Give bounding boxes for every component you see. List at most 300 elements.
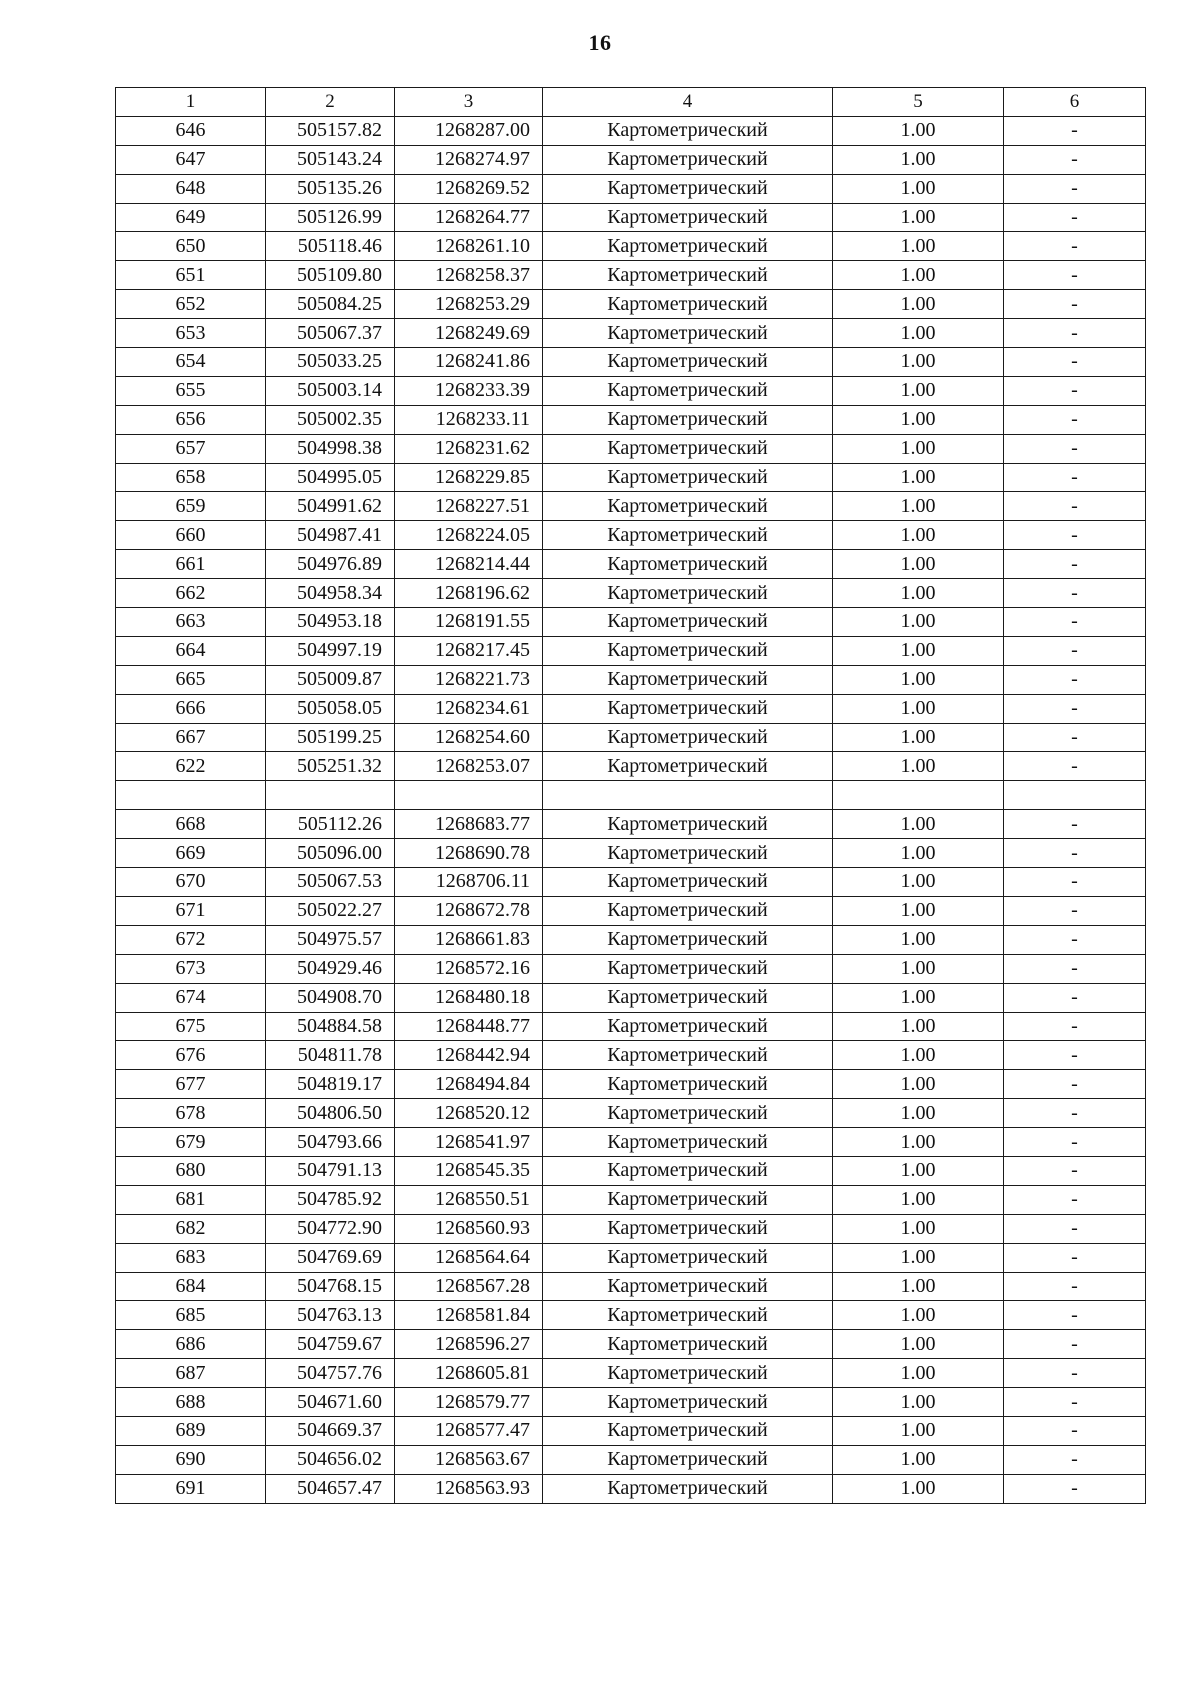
x-coordinate-cell: 505109.80 [266, 261, 395, 290]
description-cell: - [1004, 579, 1146, 608]
y-coordinate-cell: 1268579.77 [395, 1388, 543, 1417]
description-cell: - [1004, 694, 1146, 723]
method-cell: Картометрический [543, 839, 833, 868]
y-coordinate-cell: 1268581.84 [395, 1301, 543, 1330]
point-number-cell: 660 [116, 521, 266, 550]
coordinates-table [115, 87, 1146, 1504]
y-coordinate-cell: 1268274.97 [395, 145, 543, 174]
x-coordinate-cell: 505033.25 [266, 348, 395, 377]
point-number-cell: 652 [116, 290, 266, 319]
description-cell: - [1004, 1099, 1146, 1128]
accuracy-cell: 1.00 [833, 1185, 1004, 1214]
y-coordinate-cell: 1268545.35 [395, 1156, 543, 1185]
description-cell: - [1004, 261, 1146, 290]
y-coordinate-cell: 1268572.16 [395, 954, 543, 983]
table-row [116, 1416, 1146, 1445]
point-number-cell: 675 [116, 1012, 266, 1041]
point-number-cell: 666 [116, 694, 266, 723]
y-coordinate-cell: 1268672.78 [395, 896, 543, 925]
y-coordinate-cell: 1268560.93 [395, 1214, 543, 1243]
description-cell: - [1004, 1445, 1146, 1474]
method-cell: Картометрический [543, 1272, 833, 1301]
accuracy-cell: 1.00 [833, 839, 1004, 868]
y-coordinate-cell: 1268494.84 [395, 1070, 543, 1099]
method-cell: Картометрический [543, 376, 833, 405]
point-number-cell: 655 [116, 376, 266, 405]
accuracy-cell: 1.00 [833, 232, 1004, 261]
method-cell: Картометрический [543, 116, 833, 145]
x-coordinate-cell: 505118.46 [266, 232, 395, 261]
x-coordinate-cell: 505003.14 [266, 376, 395, 405]
method-cell: Картометрический [543, 896, 833, 925]
y-coordinate-cell: 1268448.77 [395, 1012, 543, 1041]
table-row [116, 954, 1146, 983]
table-row [116, 983, 1146, 1012]
description-cell: - [1004, 839, 1146, 868]
table-row [116, 290, 1146, 319]
accuracy-cell: 1.00 [833, 1243, 1004, 1272]
x-coordinate-cell: 504791.13 [266, 1156, 395, 1185]
x-coordinate-cell: 504884.58 [266, 1012, 395, 1041]
x-coordinate-cell: 504976.89 [266, 550, 395, 579]
x-coordinate-cell: 504793.66 [266, 1128, 395, 1157]
description-cell: - [1004, 1301, 1146, 1330]
column-header-4: 4 [543, 88, 833, 117]
y-coordinate-cell: 1268563.67 [395, 1445, 543, 1474]
y-coordinate-cell: 1268661.83 [395, 925, 543, 954]
description-cell: - [1004, 174, 1146, 203]
method-cell: Картометрический [543, 1330, 833, 1359]
accuracy-cell: 1.00 [833, 1388, 1004, 1417]
y-coordinate-cell: 1268249.69 [395, 319, 543, 348]
x-coordinate-cell: 504953.18 [266, 608, 395, 637]
description-cell: - [1004, 1416, 1146, 1445]
description-cell: - [1004, 1359, 1146, 1388]
description-cell: - [1004, 752, 1146, 781]
column-header-3: 3 [395, 88, 543, 117]
page-number: 16 [588, 30, 612, 55]
table-row [116, 1330, 1146, 1359]
description-cell: - [1004, 145, 1146, 174]
y-coordinate-cell: 1268253.29 [395, 290, 543, 319]
table-row [116, 1359, 1146, 1388]
method-cell: Картометрический [543, 261, 833, 290]
method-cell: Картометрический [543, 1214, 833, 1243]
point-number-cell: 665 [116, 665, 266, 694]
method-cell: Картометрический [543, 1128, 833, 1157]
description-cell: - [1004, 376, 1146, 405]
x-coordinate-cell: 505096.00 [266, 839, 395, 868]
table-row [116, 1214, 1146, 1243]
method-cell: Картометрический [543, 925, 833, 954]
accuracy-cell: 1.00 [833, 1272, 1004, 1301]
x-coordinate-cell: 505009.87 [266, 665, 395, 694]
method-cell: Картометрический [543, 579, 833, 608]
description-cell: - [1004, 954, 1146, 983]
x-coordinate-cell: 504671.60 [266, 1388, 395, 1417]
table-row [116, 1041, 1146, 1070]
point-number-cell: 688 [116, 1388, 266, 1417]
method-cell: Картометрический [543, 1041, 833, 1070]
x-coordinate-cell: 504769.69 [266, 1243, 395, 1272]
method-cell: Картометрический [543, 665, 833, 694]
accuracy-cell: 1.00 [833, 983, 1004, 1012]
y-coordinate-cell: 1268233.39 [395, 376, 543, 405]
point-number-cell: 672 [116, 925, 266, 954]
y-coordinate-cell: 1268224.05 [395, 521, 543, 550]
column-header-2: 2 [266, 88, 395, 117]
method-cell: Картометрический [543, 1099, 833, 1128]
accuracy-cell: 1.00 [833, 752, 1004, 781]
method-cell: Картометрический [543, 1474, 833, 1503]
table-row [116, 1012, 1146, 1041]
method-cell: Картометрический [543, 1070, 833, 1099]
y-coordinate-cell: 1268254.60 [395, 723, 543, 752]
method-cell: Картометрический [543, 723, 833, 752]
accuracy-cell: 1.00 [833, 723, 1004, 752]
description-cell: - [1004, 868, 1146, 897]
accuracy-cell: 1.00 [833, 868, 1004, 897]
accuracy-cell: 1.00 [833, 1330, 1004, 1359]
method-cell: Картометрический [543, 1185, 833, 1214]
x-coordinate-cell: 504991.62 [266, 492, 395, 521]
x-coordinate-cell: 505199.25 [266, 723, 395, 752]
point-number-cell: 685 [116, 1301, 266, 1330]
description-cell: - [1004, 1243, 1146, 1272]
table-row [116, 492, 1146, 521]
accuracy-cell: 1.00 [833, 290, 1004, 319]
table-row [116, 752, 1146, 781]
description-cell: - [1004, 896, 1146, 925]
method-cell: Картометрический [543, 434, 833, 463]
y-coordinate-cell: 1268563.93 [395, 1474, 543, 1503]
table-row [116, 174, 1146, 203]
accuracy-cell: 1.00 [833, 1474, 1004, 1503]
method-cell: Картометрический [543, 1012, 833, 1041]
point-number-cell: 663 [116, 608, 266, 637]
y-coordinate-cell: 1268229.85 [395, 463, 543, 492]
y-coordinate-cell: 1268233.11 [395, 405, 543, 434]
description-cell: - [1004, 1214, 1146, 1243]
point-number-cell: 676 [116, 1041, 266, 1070]
point-number-cell [116, 781, 266, 810]
table-row [116, 232, 1146, 261]
x-coordinate-cell: 504811.78 [266, 1041, 395, 1070]
accuracy-cell: 1.00 [833, 203, 1004, 232]
point-number-cell: 657 [116, 434, 266, 463]
method-cell: Картометрический [543, 868, 833, 897]
x-coordinate-cell: 505084.25 [266, 290, 395, 319]
y-coordinate-cell: 1268520.12 [395, 1099, 543, 1128]
y-coordinate-cell: 1268541.97 [395, 1128, 543, 1157]
y-coordinate-cell: 1268217.45 [395, 636, 543, 665]
table-row [116, 1099, 1146, 1128]
table-row [116, 261, 1146, 290]
table-row [116, 839, 1146, 868]
method-cell [543, 781, 833, 810]
table-row [116, 1243, 1146, 1272]
table-header-row [116, 88, 1146, 117]
description-cell: - [1004, 925, 1146, 954]
point-number-cell: 691 [116, 1474, 266, 1503]
accuracy-cell: 1.00 [833, 434, 1004, 463]
point-number-cell: 658 [116, 463, 266, 492]
x-coordinate-cell: 504908.70 [266, 983, 395, 1012]
description-cell [1004, 781, 1146, 810]
y-coordinate-cell: 1268258.37 [395, 261, 543, 290]
y-coordinate-cell: 1268196.62 [395, 579, 543, 608]
method-cell: Картометрический [543, 810, 833, 839]
description-cell: - [1004, 463, 1146, 492]
table-row [116, 1388, 1146, 1417]
column-header-5: 5 [833, 88, 1004, 117]
table-row [116, 925, 1146, 954]
method-cell: Картометрический [543, 1359, 833, 1388]
x-coordinate-cell: 504998.38 [266, 434, 395, 463]
x-coordinate-cell: 504929.46 [266, 954, 395, 983]
accuracy-cell: 1.00 [833, 405, 1004, 434]
description-cell: - [1004, 636, 1146, 665]
point-number-cell: 654 [116, 348, 266, 377]
accuracy-cell: 1.00 [833, 521, 1004, 550]
method-cell: Картометрический [543, 232, 833, 261]
y-coordinate-cell: 1268261.10 [395, 232, 543, 261]
point-number-cell: 669 [116, 839, 266, 868]
x-coordinate-cell: 504757.76 [266, 1359, 395, 1388]
accuracy-cell: 1.00 [833, 261, 1004, 290]
description-cell: - [1004, 1128, 1146, 1157]
accuracy-cell: 1.00 [833, 579, 1004, 608]
y-coordinate-cell: 1268480.18 [395, 983, 543, 1012]
method-cell: Картометрический [543, 1416, 833, 1445]
x-coordinate-cell [266, 781, 395, 810]
table-row [116, 550, 1146, 579]
y-coordinate-cell: 1268442.94 [395, 1041, 543, 1070]
x-coordinate-cell: 505058.05 [266, 694, 395, 723]
y-coordinate-cell: 1268264.77 [395, 203, 543, 232]
x-coordinate-cell: 505022.27 [266, 896, 395, 925]
point-number-cell: 656 [116, 405, 266, 434]
point-number-cell: 690 [116, 1445, 266, 1474]
x-coordinate-cell: 504763.13 [266, 1301, 395, 1330]
method-cell: Картометрический [543, 319, 833, 348]
accuracy-cell: 1.00 [833, 810, 1004, 839]
x-coordinate-cell: 504772.90 [266, 1214, 395, 1243]
x-coordinate-cell: 504819.17 [266, 1070, 395, 1099]
method-cell: Картометрический [543, 636, 833, 665]
y-coordinate-cell: 1268214.44 [395, 550, 543, 579]
description-cell: - [1004, 723, 1146, 752]
point-number-cell: 674 [116, 983, 266, 1012]
accuracy-cell: 1.00 [833, 694, 1004, 723]
method-cell: Картометрический [543, 1445, 833, 1474]
table-row [116, 781, 1146, 810]
point-number-cell: 684 [116, 1272, 266, 1301]
method-cell: Картометрический [543, 1243, 833, 1272]
y-coordinate-cell: 1268567.28 [395, 1272, 543, 1301]
point-number-cell: 679 [116, 1128, 266, 1157]
description-cell: - [1004, 492, 1146, 521]
method-cell: Картометрический [543, 145, 833, 174]
point-number-cell: 659 [116, 492, 266, 521]
method-cell: Картометрический [543, 550, 833, 579]
method-cell: Картометрический [543, 463, 833, 492]
accuracy-cell: 1.00 [833, 954, 1004, 983]
x-coordinate-cell: 504995.05 [266, 463, 395, 492]
accuracy-cell: 1.00 [833, 348, 1004, 377]
accuracy-cell: 1.00 [833, 376, 1004, 405]
description-cell: - [1004, 1330, 1146, 1359]
description-cell: - [1004, 203, 1146, 232]
accuracy-cell: 1.00 [833, 116, 1004, 145]
table-row [116, 1474, 1146, 1503]
description-cell: - [1004, 434, 1146, 463]
point-number-cell: 683 [116, 1243, 266, 1272]
point-number-cell: 686 [116, 1330, 266, 1359]
method-cell: Картометрический [543, 521, 833, 550]
point-number-cell: 649 [116, 203, 266, 232]
y-coordinate-cell: 1268690.78 [395, 839, 543, 868]
method-cell: Картометрический [543, 290, 833, 319]
table-row [116, 348, 1146, 377]
method-cell: Картометрический [543, 694, 833, 723]
description-cell: - [1004, 348, 1146, 377]
point-number-cell: 687 [116, 1359, 266, 1388]
y-coordinate-cell: 1268605.81 [395, 1359, 543, 1388]
x-coordinate-cell: 505126.99 [266, 203, 395, 232]
accuracy-cell: 1.00 [833, 1301, 1004, 1330]
point-number-cell: 646 [116, 116, 266, 145]
table-row [116, 463, 1146, 492]
accuracy-cell: 1.00 [833, 1041, 1004, 1070]
x-coordinate-cell: 504759.67 [266, 1330, 395, 1359]
point-number-cell: 664 [116, 636, 266, 665]
x-coordinate-cell: 504997.19 [266, 636, 395, 665]
table-row [116, 405, 1146, 434]
accuracy-cell: 1.00 [833, 550, 1004, 579]
y-coordinate-cell: 1268564.64 [395, 1243, 543, 1272]
y-coordinate-cell: 1268234.61 [395, 694, 543, 723]
table-row [116, 319, 1146, 348]
description-cell: - [1004, 521, 1146, 550]
method-cell: Картометрический [543, 954, 833, 983]
table-body [116, 116, 1146, 1503]
x-coordinate-cell: 504657.47 [266, 1474, 395, 1503]
table-row [116, 694, 1146, 723]
y-coordinate-cell: 1268706.11 [395, 868, 543, 897]
x-coordinate-cell: 504656.02 [266, 1445, 395, 1474]
table-row [116, 376, 1146, 405]
description-cell: - [1004, 608, 1146, 637]
x-coordinate-cell: 504669.37 [266, 1416, 395, 1445]
method-cell: Картометрический [543, 348, 833, 377]
table-row [116, 868, 1146, 897]
table-row [116, 896, 1146, 925]
column-header-6: 6 [1004, 88, 1146, 117]
table-row [116, 579, 1146, 608]
table-row [116, 1070, 1146, 1099]
y-coordinate-cell: 1268191.55 [395, 608, 543, 637]
table-row [116, 1272, 1146, 1301]
x-coordinate-cell: 505143.24 [266, 145, 395, 174]
accuracy-cell: 1.00 [833, 1099, 1004, 1128]
x-coordinate-cell: 504806.50 [266, 1099, 395, 1128]
description-cell: - [1004, 1272, 1146, 1301]
table-row [116, 203, 1146, 232]
point-number-cell: 661 [116, 550, 266, 579]
accuracy-cell: 1.00 [833, 1070, 1004, 1099]
y-coordinate-cell: 1268577.47 [395, 1416, 543, 1445]
point-number-cell: 667 [116, 723, 266, 752]
x-coordinate-cell: 505251.32 [266, 752, 395, 781]
method-cell: Картометрический [543, 174, 833, 203]
method-cell: Картометрический [543, 1156, 833, 1185]
x-coordinate-cell: 504958.34 [266, 579, 395, 608]
method-cell: Картометрический [543, 752, 833, 781]
description-cell: - [1004, 1388, 1146, 1417]
accuracy-cell: 1.00 [833, 665, 1004, 694]
table-row [116, 1301, 1146, 1330]
accuracy-cell: 1.00 [833, 1156, 1004, 1185]
description-cell: - [1004, 983, 1146, 1012]
description-cell: - [1004, 290, 1146, 319]
accuracy-cell: 1.00 [833, 608, 1004, 637]
table-row [116, 1156, 1146, 1185]
point-number-cell: 668 [116, 810, 266, 839]
point-number-cell: 648 [116, 174, 266, 203]
description-cell: - [1004, 116, 1146, 145]
point-number-cell: 670 [116, 868, 266, 897]
point-number-cell: 677 [116, 1070, 266, 1099]
y-coordinate-cell: 1268231.62 [395, 434, 543, 463]
accuracy-cell: 1.00 [833, 925, 1004, 954]
x-coordinate-cell: 504785.92 [266, 1185, 395, 1214]
description-cell: - [1004, 1012, 1146, 1041]
x-coordinate-cell: 505135.26 [266, 174, 395, 203]
table-row [116, 1445, 1146, 1474]
accuracy-cell: 1.00 [833, 319, 1004, 348]
table-row [116, 1128, 1146, 1157]
table-row [116, 608, 1146, 637]
description-cell: - [1004, 1070, 1146, 1099]
y-coordinate-cell: 1268221.73 [395, 665, 543, 694]
description-cell: - [1004, 810, 1146, 839]
point-number-cell: 650 [116, 232, 266, 261]
accuracy-cell: 1.00 [833, 1359, 1004, 1388]
point-number-cell: 671 [116, 896, 266, 925]
method-cell: Картометрический [543, 405, 833, 434]
y-coordinate-cell: 1268227.51 [395, 492, 543, 521]
table-row [116, 434, 1146, 463]
x-coordinate-cell: 505067.37 [266, 319, 395, 348]
x-coordinate-cell: 505002.35 [266, 405, 395, 434]
table-row [116, 145, 1146, 174]
table-row [116, 810, 1146, 839]
method-cell: Картометрический [543, 1388, 833, 1417]
y-coordinate-cell: 1268550.51 [395, 1185, 543, 1214]
y-coordinate-cell: 1268269.52 [395, 174, 543, 203]
description-cell: - [1004, 550, 1146, 579]
description-cell: - [1004, 319, 1146, 348]
accuracy-cell: 1.00 [833, 174, 1004, 203]
point-number-cell: 682 [116, 1214, 266, 1243]
point-number-cell: 662 [116, 579, 266, 608]
column-header-1: 1 [116, 88, 266, 117]
accuracy-cell: 1.00 [833, 492, 1004, 521]
x-coordinate-cell: 505067.53 [266, 868, 395, 897]
method-cell: Картометрический [543, 1301, 833, 1330]
point-number-cell: 680 [116, 1156, 266, 1185]
